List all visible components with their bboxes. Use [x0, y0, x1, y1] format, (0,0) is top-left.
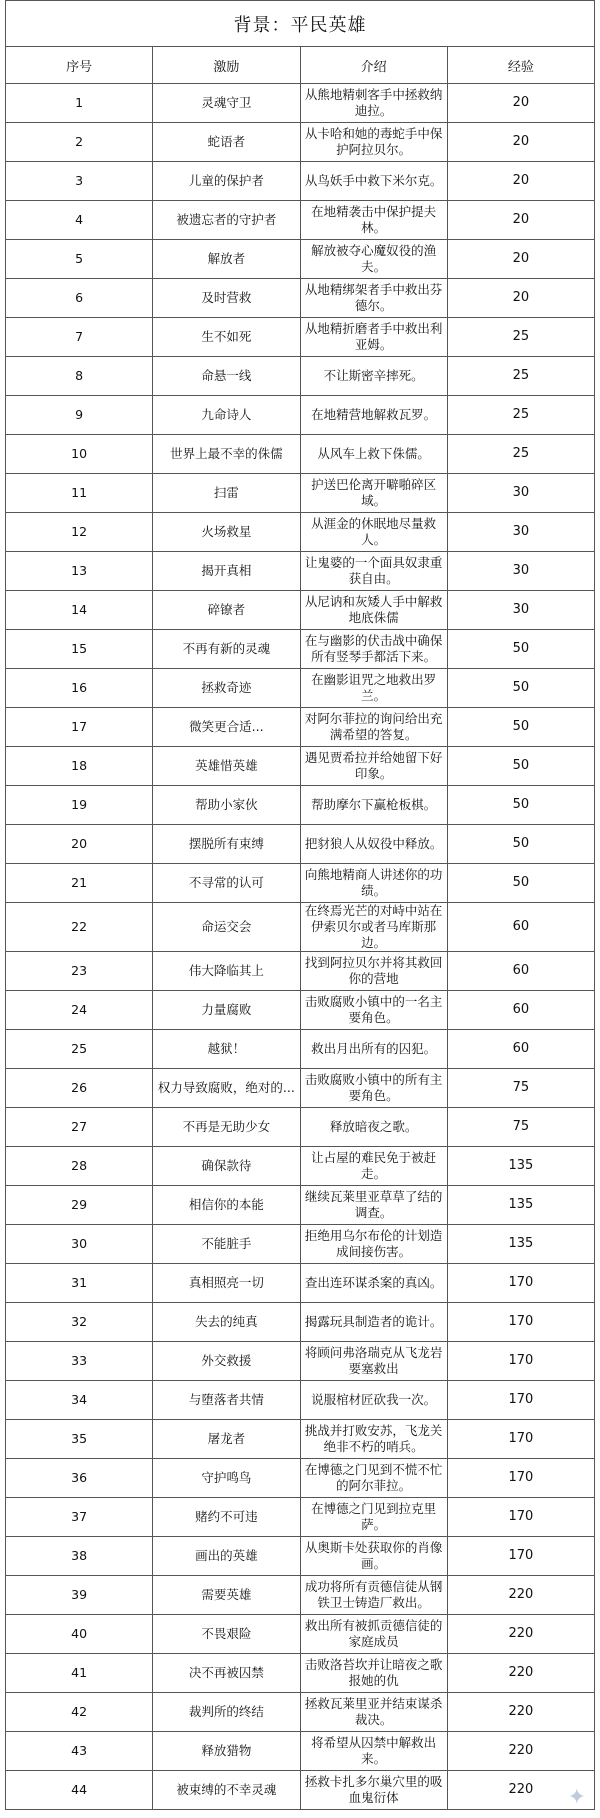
row-no: 19: [6, 786, 153, 825]
table-row: [6, 396, 595, 435]
row-no: 43: [6, 1732, 153, 1771]
title-row: [6, 1, 595, 47]
row-exp: 30: [447, 591, 594, 630]
row-exp: 170: [447, 1264, 594, 1303]
row-no: 5: [6, 240, 153, 279]
header-row: [6, 47, 595, 84]
table-body: [6, 84, 595, 1810]
row-name: 权力导致腐败，绝对的...: [153, 1069, 300, 1108]
row-exp: 170: [447, 1342, 594, 1381]
row-no: 25: [6, 1030, 153, 1069]
row-exp: 30: [447, 552, 594, 591]
row-desc: 将顾问弗洛瑞克从飞龙岩要塞救出: [300, 1342, 447, 1381]
table-row: [6, 357, 595, 396]
row-desc: 把豺狼人从奴役中释放。: [300, 825, 447, 864]
table-row: [6, 1498, 595, 1537]
row-desc: 在博德之门见到拉克里萨。: [300, 1498, 447, 1537]
table-title: 背景：平民英雄: [6, 1, 595, 47]
table-row: [6, 1147, 595, 1186]
row-desc: 不让斯密辛摔死。: [300, 357, 447, 396]
table-row: [6, 1771, 595, 1810]
row-desc: 在地精营地解救瓦罗。: [300, 396, 447, 435]
row-no: 16: [6, 669, 153, 708]
row-no: 29: [6, 1186, 153, 1225]
row-desc: 从卡哈和她的毒蛇手中保护阿拉贝尔。: [300, 123, 447, 162]
row-desc: 在地精袭击中保护提夫林。: [300, 201, 447, 240]
table-row: [6, 669, 595, 708]
row-name: 决不再被囚禁: [153, 1654, 300, 1693]
row-name: 摆脱所有束缚: [153, 825, 300, 864]
row-desc: 从涯金的休眠地尽量救人。: [300, 513, 447, 552]
row-exp: 170: [447, 1537, 594, 1576]
table-row: [6, 1108, 595, 1147]
row-name: 儿童的保护者: [153, 162, 300, 201]
row-name: 失去的纯真: [153, 1303, 300, 1342]
table-row: [6, 1654, 595, 1693]
row-exp: 20: [447, 279, 594, 318]
row-name: 蛇语者: [153, 123, 300, 162]
row-no: 40: [6, 1615, 153, 1654]
row-no: 28: [6, 1147, 153, 1186]
row-name: 拯救奇迹: [153, 669, 300, 708]
row-name: 相信你的本能: [153, 1186, 300, 1225]
row-name: 火场救星: [153, 513, 300, 552]
row-desc: 释放暗夜之歌。: [300, 1108, 447, 1147]
row-exp: 170: [447, 1381, 594, 1420]
table-row: [6, 318, 595, 357]
row-no: 17: [6, 708, 153, 747]
row-no: 8: [6, 357, 153, 396]
row-name: 不再是无助少女: [153, 1108, 300, 1147]
row-no: 2: [6, 123, 153, 162]
row-name: 帮助小家伙: [153, 786, 300, 825]
row-desc: 护送巴伦离开噼啪碎区域。: [300, 474, 447, 513]
row-name: 力量腐败: [153, 991, 300, 1030]
row-no: 1: [6, 84, 153, 123]
row-desc: 向熊地精商人讲述你的功绩。: [300, 864, 447, 903]
row-name: 屠龙者: [153, 1420, 300, 1459]
row-desc: 将希望从囚禁中解救出来。: [300, 1732, 447, 1771]
row-name: 需要英雄: [153, 1576, 300, 1615]
row-name: 与堕落者共情: [153, 1381, 300, 1420]
row-desc: 拯救卡扎多尔巢穴里的吸血鬼衍体: [300, 1771, 447, 1810]
table-row: [6, 825, 595, 864]
row-desc: 挑战并打败安苏，飞龙关绝非不朽的哨兵。: [300, 1420, 447, 1459]
row-exp: 30: [447, 474, 594, 513]
row-name: 守护鸣鸟: [153, 1459, 300, 1498]
header-no: 序号: [6, 47, 153, 84]
row-name: 确保款待: [153, 1147, 300, 1186]
row-desc: 继续瓦莱里亚草草了结的调查。: [300, 1186, 447, 1225]
row-exp: 170: [447, 1459, 594, 1498]
row-no: 37: [6, 1498, 153, 1537]
table-row: [6, 786, 595, 825]
table-row: [6, 903, 595, 952]
row-exp: 220: [447, 1693, 594, 1732]
row-name: 扫雷: [153, 474, 300, 513]
row-name: 世界上最不幸的侏儒: [153, 435, 300, 474]
row-desc: 在博德之门见到不慌不忙的阿尔菲拉。: [300, 1459, 447, 1498]
row-no: 42: [6, 1693, 153, 1732]
row-desc: 遇见贾希拉并给她留下好印象。: [300, 747, 447, 786]
row-exp: 220: [447, 1771, 594, 1810]
row-no: 11: [6, 474, 153, 513]
table-row: [6, 1069, 595, 1108]
table-row: [6, 279, 595, 318]
table-row: [6, 1615, 595, 1654]
row-no: 36: [6, 1459, 153, 1498]
row-name: 碎镣者: [153, 591, 300, 630]
row-name: 命运交会: [153, 903, 300, 952]
row-exp: 50: [447, 630, 594, 669]
row-name: 外交救援: [153, 1342, 300, 1381]
row-no: 30: [6, 1225, 153, 1264]
row-exp: 50: [447, 825, 594, 864]
row-desc: 说服棺材匠砍我一次。: [300, 1381, 447, 1420]
row-name: 真相照亮一切: [153, 1264, 300, 1303]
row-exp: 60: [447, 991, 594, 1030]
table-row: [6, 240, 595, 279]
row-exp: 20: [447, 240, 594, 279]
row-name: 伟大降临其上: [153, 952, 300, 991]
table-row: [6, 474, 595, 513]
table-row: [6, 1342, 595, 1381]
watermark-logo: ✦: [567, 1785, 588, 1810]
row-name: 命悬一线: [153, 357, 300, 396]
row-no: 41: [6, 1654, 153, 1693]
table-row: [6, 1459, 595, 1498]
row-exp: 170: [447, 1303, 594, 1342]
row-desc: 对阿尔菲拉的询问给出充满希望的答复。: [300, 708, 447, 747]
table-row: [6, 708, 595, 747]
row-exp: 20: [447, 201, 594, 240]
row-exp: 60: [447, 1030, 594, 1069]
row-desc: 从风车上救下侏儒。: [300, 435, 447, 474]
row-desc: 拒绝用乌尔布伦的计划造成间接伤害。: [300, 1225, 447, 1264]
row-no: 44: [6, 1771, 153, 1810]
row-exp: 20: [447, 123, 594, 162]
row-exp: 60: [447, 952, 594, 991]
row-no: 18: [6, 747, 153, 786]
row-no: 4: [6, 201, 153, 240]
table-row: [6, 991, 595, 1030]
row-name: 生不如死: [153, 318, 300, 357]
row-no: 13: [6, 552, 153, 591]
row-exp: 20: [447, 162, 594, 201]
row-name: 不寻常的认可: [153, 864, 300, 903]
table-row: [6, 1576, 595, 1615]
row-no: 7: [6, 318, 153, 357]
row-name: 赌约不可违: [153, 1498, 300, 1537]
row-desc: 从地精绑架者手中救出芬德尔。: [300, 279, 447, 318]
table-row: [6, 1537, 595, 1576]
row-name: 英雄惜英雄: [153, 747, 300, 786]
row-no: 9: [6, 396, 153, 435]
row-exp: 170: [447, 1498, 594, 1537]
header-desc: 介绍: [300, 47, 447, 84]
row-name: 及时营救: [153, 279, 300, 318]
table-row: [6, 1030, 595, 1069]
row-desc: 让占屋的难民免于被赶走。: [300, 1147, 447, 1186]
row-no: 3: [6, 162, 153, 201]
row-no: 24: [6, 991, 153, 1030]
table-row: [6, 1732, 595, 1771]
row-no: 33: [6, 1342, 153, 1381]
table-row: [6, 1381, 595, 1420]
row-exp: 135: [447, 1186, 594, 1225]
row-exp: 50: [447, 864, 594, 903]
row-exp: 220: [447, 1654, 594, 1693]
table-row: [6, 864, 595, 903]
row-no: 39: [6, 1576, 153, 1615]
row-no: 12: [6, 513, 153, 552]
row-name: 不再有新的灵魂: [153, 630, 300, 669]
row-no: 22: [6, 903, 153, 952]
row-name: 不能脏手: [153, 1225, 300, 1264]
row-exp: 50: [447, 786, 594, 825]
row-name: 裁判所的终结: [153, 1693, 300, 1732]
row-no: 20: [6, 825, 153, 864]
row-desc: 让鬼婆的一个面具奴隶重获自由。: [300, 552, 447, 591]
table-row: [6, 1186, 595, 1225]
row-exp: 25: [447, 396, 594, 435]
row-desc: 击败腐败小镇中的一名主要角色。: [300, 991, 447, 1030]
row-exp: 50: [447, 708, 594, 747]
achievement-table: [5, 0, 595, 1810]
table-row: [6, 513, 595, 552]
row-no: 27: [6, 1108, 153, 1147]
row-exp: 170: [447, 1420, 594, 1459]
row-no: 26: [6, 1069, 153, 1108]
row-desc: 从奥斯卡处获取你的肖像画。: [300, 1537, 447, 1576]
table-row: [6, 1225, 595, 1264]
row-exp: 25: [447, 357, 594, 396]
row-exp: 50: [447, 669, 594, 708]
row-desc: 成功将所有贡德信徒从钢铁卫士铸造厂救出。: [300, 1576, 447, 1615]
table-row: [6, 630, 595, 669]
row-exp: 25: [447, 318, 594, 357]
row-name: 灵魂守卫: [153, 84, 300, 123]
row-no: 23: [6, 952, 153, 991]
row-desc: 从地精折磨者手中救出利亚姆。: [300, 318, 447, 357]
table-row: [6, 435, 595, 474]
row-desc: 查出连环谋杀案的真凶。: [300, 1264, 447, 1303]
row-desc: 揭露玩具制造者的诡计。: [300, 1303, 447, 1342]
row-no: 31: [6, 1264, 153, 1303]
row-name: 不畏艰险: [153, 1615, 300, 1654]
row-name: 越狱！: [153, 1030, 300, 1069]
row-no: 10: [6, 435, 153, 474]
table-row: [6, 552, 595, 591]
row-exp: 75: [447, 1069, 594, 1108]
row-desc: 从熊地精刺客手中拯救纳迪拉。: [300, 84, 447, 123]
row-exp: 25: [447, 435, 594, 474]
row-name: 九命诗人: [153, 396, 300, 435]
row-exp: 60: [447, 903, 594, 952]
row-exp: 220: [447, 1615, 594, 1654]
row-desc: 拯救瓦莱里亚并结束谋杀裁决。: [300, 1693, 447, 1732]
row-desc: 在幽影诅咒之地救出罗兰。: [300, 669, 447, 708]
row-desc: 救出月出所有的囚犯。: [300, 1030, 447, 1069]
row-name: 微笑更合适...: [153, 708, 300, 747]
table-row: [6, 162, 595, 201]
table-row: [6, 1420, 595, 1459]
row-exp: 50: [447, 747, 594, 786]
row-exp: 220: [447, 1576, 594, 1615]
row-desc: 击败洛苔坎并让暗夜之歌报她的仇: [300, 1654, 447, 1693]
row-name: 画出的英雄: [153, 1537, 300, 1576]
row-exp: 135: [447, 1225, 594, 1264]
table-row: [6, 1264, 595, 1303]
row-no: 35: [6, 1420, 153, 1459]
table-row: [6, 1303, 595, 1342]
row-exp: 220: [447, 1732, 594, 1771]
row-desc: 找到阿拉贝尔并将其救回你的营地: [300, 952, 447, 991]
row-no: 32: [6, 1303, 153, 1342]
row-desc: 在终焉光芒的对峙中站在伊索贝尔或者马库斯那边。: [300, 903, 447, 952]
table-row: [6, 84, 595, 123]
row-no: 21: [6, 864, 153, 903]
row-exp: 135: [447, 1147, 594, 1186]
row-no: 6: [6, 279, 153, 318]
row-exp: 30: [447, 513, 594, 552]
row-desc: 帮助摩尔下赢枪板棋。: [300, 786, 447, 825]
row-desc: 在与幽影的伏击战中确保所有竖琴手都活下来。: [300, 630, 447, 669]
row-no: 38: [6, 1537, 153, 1576]
header-name: 激励: [153, 47, 300, 84]
row-no: 14: [6, 591, 153, 630]
row-desc: 从尼讷和灰矮人手中解救地底侏儒: [300, 591, 447, 630]
row-desc: 击败腐败小镇中的所有主要角色。: [300, 1069, 447, 1108]
table-row: [6, 201, 595, 240]
row-name: 被束缚的不幸灵魂: [153, 1771, 300, 1810]
row-name: 释放猎物: [153, 1732, 300, 1771]
row-exp: 75: [447, 1108, 594, 1147]
header-exp: 经验: [447, 47, 594, 84]
row-no: 34: [6, 1381, 153, 1420]
row-no: 15: [6, 630, 153, 669]
row-desc: 从鸟妖手中救下米尔克。: [300, 162, 447, 201]
table-row: [6, 123, 595, 162]
row-desc: 救出所有被抓贡德信徒的家庭成员: [300, 1615, 447, 1654]
row-name: 解放者: [153, 240, 300, 279]
table-row: [6, 747, 595, 786]
table-row: [6, 591, 595, 630]
row-name: 揭开真相: [153, 552, 300, 591]
table-row: [6, 952, 595, 991]
row-name: 被遗忘者的守护者: [153, 201, 300, 240]
table-row: [6, 1693, 595, 1732]
row-desc: 解放被夺心魔奴役的渔夫。: [300, 240, 447, 279]
row-exp: 20: [447, 84, 594, 123]
